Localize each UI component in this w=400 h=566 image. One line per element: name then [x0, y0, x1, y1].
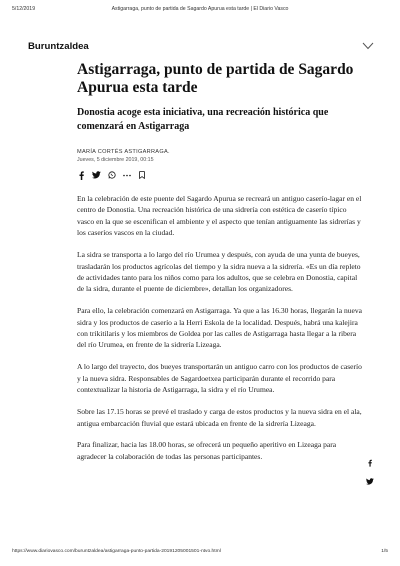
facebook-icon[interactable]	[368, 454, 372, 472]
floating-share-bar	[363, 454, 377, 486]
print-header	[0, 6, 400, 16]
article-paragraph: En la celebración de este puente del Sagardo Apurua se recreará un antiguo caserío-lagar en el centro de Donostia. Una recreación histórica de una sidrería con estética de caserío típico vasco en la que se escenifican el ambiente y el aspecto que tenían antiguamente las sidrerías y los caseríos vascos en la ciudad.	[77, 194, 362, 238]
article-subheadline: Donostia acoge esta iniciativa, una recreación histórica que comenzará en Astigarraga	[77, 107, 329, 132]
article-paragraph: La sidra se transporta a lo largo del río Urumea y después, con ayuda de una yunta de bueyes, trasladarán los productos agrícolas del tiempo y la sidra nueva a la sidrería. «Es un día repleto de actividades tanto para los niños como para los adultos, que se celebra en Donostia, capital de la sidra, durante el puente de diciembre», detallan los organizadores.	[77, 250, 361, 294]
print-footer	[0, 549, 400, 559]
article-paragraph: Para ello, la celebración comenzará en Astigarraga. Ya que a las 16.30 horas, llegarán la nueva sidra y los productos de caserío a la Herri Eskola de la localidad. Después, habrá una kalejira con trikitilaris y los miembros de Goldea por las calles de Astigarraga hasta llegar a la ribera del río Urumea, en frente de la sidrería Lizeaga.	[77, 306, 362, 350]
article-paragraph: Sobre las 17.15 horas se prevé el traslado y carga de estos productos y la nueva sidra en el ala, antigua embarcación fluvial que estará ubicada en frente de la sidrería Lizeaga.	[77, 407, 362, 428]
section-label[interactable]: Buruntzaldea	[28, 41, 89, 52]
twitter-icon[interactable]	[92, 171, 101, 180]
section-bar	[28, 40, 378, 56]
article-headline: Astigarraga, punto de partida de Sagardo Apurua esta tarde	[77, 61, 354, 96]
share-bar	[77, 170, 152, 180]
article-timestamp: Jueves, 5 diciembre 2019, 00:15	[77, 157, 154, 163]
article-author: MARÍA CORTÉS ASTIGARRAGA.	[77, 149, 170, 155]
bookmark-icon[interactable]	[137, 171, 146, 180]
article-paragraph: Para finalizar, hacia las 18.00 horas, se ofrecerá un pequeño aperitivo en Lizeaga para agradecer la colaboración de todas las personas participantes.	[77, 440, 337, 461]
chevron-down-icon[interactable]	[362, 42, 374, 50]
article-paragraph: A lo largo del trayecto, dos bueyes transportarán un antiguo carro con los productos de caserío y la nueva sidra. Responsables de Sagardoetxea participarán durante el recorrido para contextualizar la historia de Astigarraga, la sidra y el río Urumea.	[77, 362, 362, 395]
facebook-icon[interactable]	[77, 171, 86, 180]
print-url: https://www.diariovasco.com/buruntzaldea/astigarraga-punto-partida-20191205001501-ntvo.html	[12, 549, 221, 554]
more-icon[interactable]	[122, 171, 131, 180]
article-body	[77, 193, 362, 473]
print-document-title: Astigarraga, punto de partida de Sagardo Apurua esta tarde | El Diario Vasco	[111, 6, 289, 12]
print-date: 5/12/2019	[12, 6, 36, 12]
twitter-icon[interactable]	[366, 472, 374, 490]
print-page-number: 1/5	[381, 549, 388, 554]
whatsapp-icon[interactable]	[107, 171, 116, 180]
